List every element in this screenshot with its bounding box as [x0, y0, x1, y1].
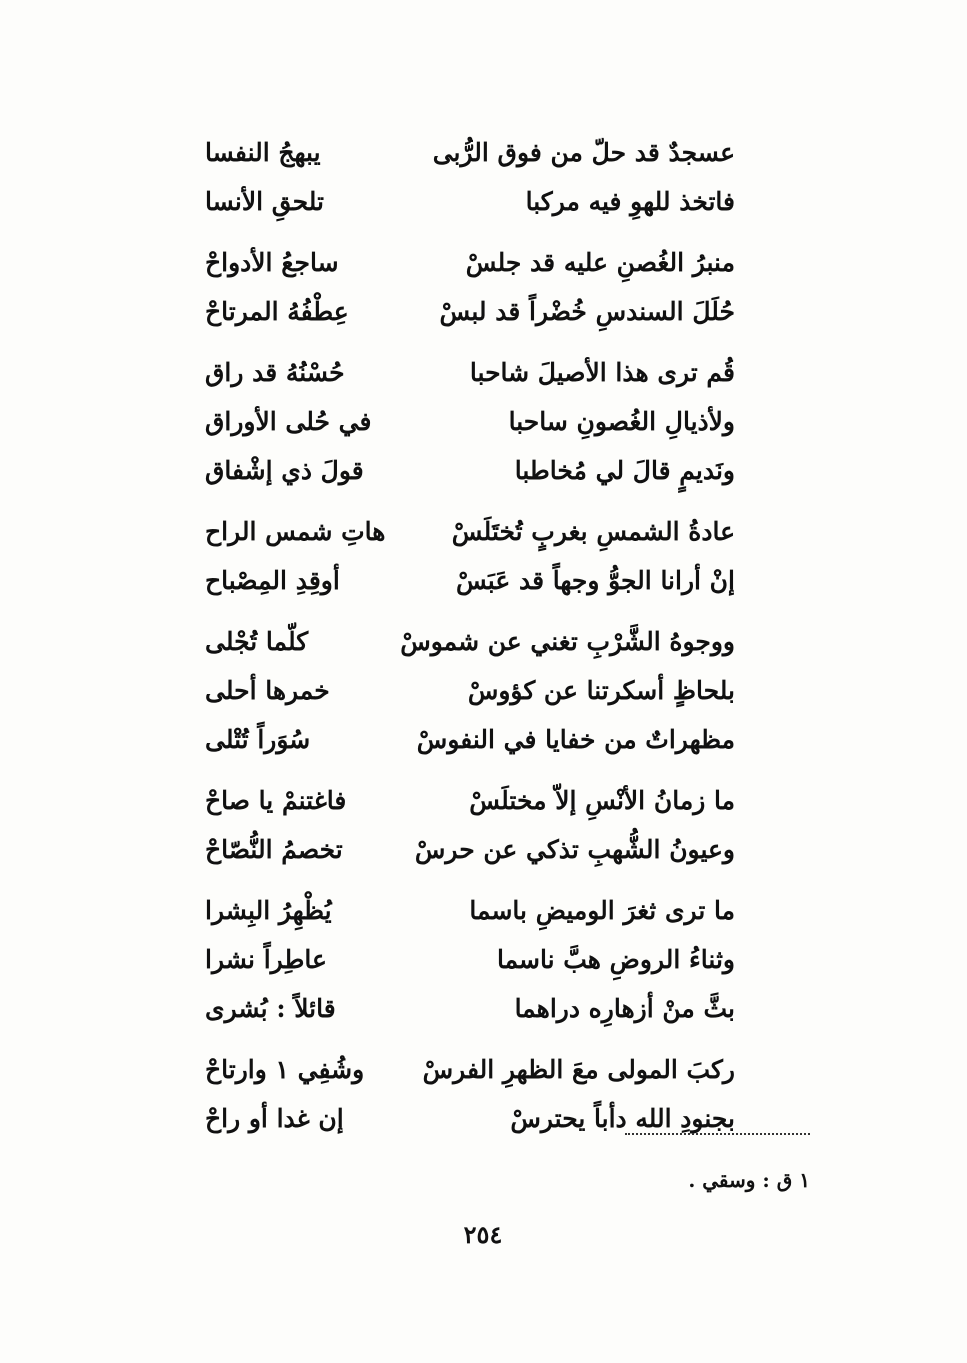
verse-line	[205, 446, 735, 495]
verse-second-hemistich: وشُفِي ١ وارتاحْ	[205, 1055, 365, 1084]
verse-second-hemistich: في حُلى الأوراق	[205, 407, 372, 436]
verse-first-hemistich: ركبَ المولى معَ الظهرِ الفرسْ	[422, 1055, 735, 1084]
verse-second-hemistich: قولَ ذي إشْفاق	[205, 456, 364, 485]
verse-first-hemistich: ما ترى ثغرَ الوميضِ باسما	[469, 896, 735, 925]
verse-line	[205, 886, 735, 935]
stanza	[205, 348, 735, 495]
verse-line	[205, 556, 735, 605]
verse-first-hemistich: ولأذيالِ الغُصونِ ساحبا	[508, 407, 735, 436]
page-number: ٢٥٤	[463, 1220, 503, 1249]
verse-line	[205, 287, 735, 336]
verse-line	[205, 776, 735, 825]
verse-line	[205, 715, 735, 764]
stanza	[205, 507, 735, 605]
verse-second-hemistich: تلحقِ الأنسا	[205, 187, 325, 216]
verse-second-hemistich: خمرها أحلى	[205, 676, 330, 705]
verse-second-hemistich: عاطِراً نشرا	[205, 945, 327, 974]
verse-second-hemistich: قائلاً : بُشرى	[205, 994, 336, 1023]
verse-first-hemistich: إنْ أرانا الجوُّ وجهاً قد عَبَسْ	[455, 566, 735, 595]
verse-first-hemistich: حُلَلَ السندسِ خُضْراً قد لبسْ	[439, 297, 735, 326]
verse-line	[205, 177, 735, 226]
verse-first-hemistich: وعيونُ الشُّهبِ تذكي عن حرسْ	[414, 835, 735, 864]
verse-first-hemistich: ما زمانُ الأنْسِ إلاّ مختلَسْ	[469, 786, 735, 815]
verse-line	[205, 397, 735, 446]
verse-second-hemistich: إن غدا أو راحْ	[205, 1104, 344, 1133]
stanza	[205, 238, 735, 336]
verse-line	[205, 238, 735, 287]
verse-line	[205, 666, 735, 715]
verse-second-hemistich: عِطْفُهُ المرتاحْ	[205, 297, 349, 326]
verse-first-hemistich: وثناءُ الروضِ هبَّ ناسما	[496, 945, 735, 974]
verse-second-hemistich: ساجعُ الأدواحْ	[205, 248, 339, 277]
stanza	[205, 1045, 735, 1143]
verse-line	[205, 507, 735, 556]
verse-second-hemistich: حُسْنُهُ قد راق	[205, 358, 345, 387]
footnote: ١ ق : وسقي .	[688, 1168, 810, 1192]
stanza	[205, 128, 735, 226]
footnote-separator	[625, 1133, 810, 1135]
verse-first-hemistich: عادةُ الشمسِ بغربٍ تُختَلَسْ	[451, 517, 735, 546]
verse-first-hemistich: بجنودِ الله دأباً يحترسْ	[510, 1104, 735, 1133]
stanza	[205, 886, 735, 1033]
verse-first-hemistich: بثَّ منْ أزهارِه دراهما	[514, 994, 735, 1023]
stanza	[205, 776, 735, 874]
verse-line	[205, 984, 735, 1033]
verse-first-hemistich: مظهراتٌ من خفايا في النفوسْ	[416, 725, 735, 754]
verse-second-hemistich: أوقِدِ المِصْباح	[205, 566, 340, 595]
verse-first-hemistich: بلحاظٍ أسكرتنا عن كؤوسْ	[467, 676, 735, 705]
verse-first-hemistich: منبرُ الغُصنِ عليه قد جلسْ	[465, 248, 735, 277]
poem	[205, 128, 735, 1155]
verse-second-hemistich: هاتِ شمس الراح	[205, 517, 386, 546]
verse-line	[205, 128, 735, 177]
verse-line	[205, 617, 735, 666]
verse-first-hemistich: ونَديمٍ قالَ لي مُخاطبا	[514, 456, 735, 485]
verse-second-hemistich: كلّما تُجْلى	[205, 627, 309, 656]
verse-second-hemistich: سُوَراً تُتْلى	[205, 725, 311, 754]
verse-line	[205, 1094, 735, 1143]
verse-second-hemistich: يبهجُ النفسا	[205, 138, 321, 167]
verse-second-hemistich: فاغتنمْ يا صاحْ	[205, 786, 347, 815]
verse-line	[205, 1045, 735, 1094]
verse-second-hemistich: يُظْهِرُ البِشرا	[205, 896, 332, 925]
verse-first-hemistich: عسجدٌ قد حلّ من فوق الرُّبى	[432, 138, 735, 167]
verse-first-hemistich: ووجوهُ الشَّرْبِ تغني عن شموسْ	[400, 627, 735, 656]
verse-line	[205, 825, 735, 874]
verse-first-hemistich: قُم ترى هذا الأصيلَ شاحبا	[469, 358, 735, 387]
verse-line	[205, 348, 735, 397]
verse-second-hemistich: تخصمُ النُّصّاحْ	[205, 835, 343, 864]
verse-first-hemistich: فاتخذ للهوِ فيه مركبا	[525, 187, 735, 216]
stanza	[205, 617, 735, 764]
verse-line	[205, 935, 735, 984]
